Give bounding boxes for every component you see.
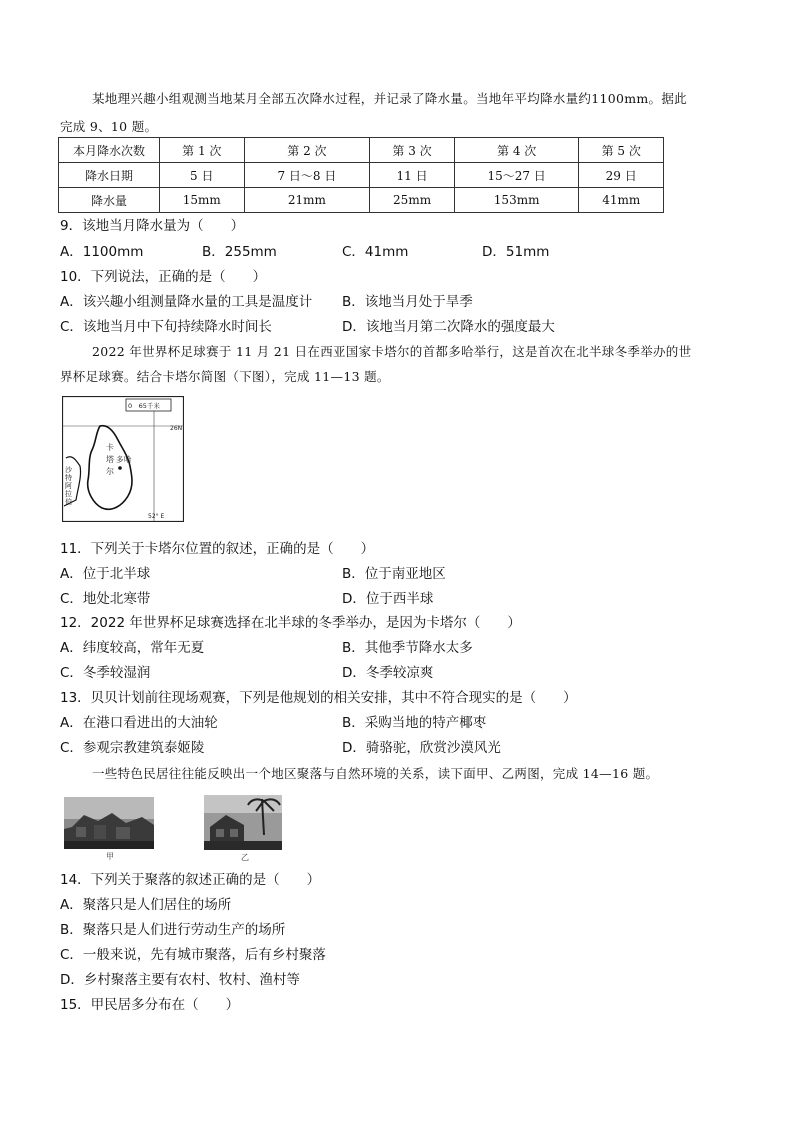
table-cell: 153mm [454,188,579,213]
intro-9-10-line2: 完成 9、10 题。 [60,119,158,134]
table-cell: 11 日 [370,163,455,188]
table-cell: 第 3 次 [370,138,455,163]
table-cell: 降水日期 [59,163,160,188]
q10-option-b[interactable]: B．该地当月处于旱季 [342,294,473,310]
q12-option-d[interactable]: D．冬季较凉爽 [342,665,434,681]
map-label-city: 哈 [124,455,132,464]
q13-option-b[interactable]: B．采购当地的特产椰枣 [342,715,487,731]
intro-14-16-line1: 一些特色民居往往能反映出一个地区聚落与自然环境的关系，读下面甲、乙两图，完成 14—16 题。 [92,766,659,781]
q12-stem: 12．2022 年世界杯足球赛选择在北半球的冬季举办，是因为卡塔尔（ ） [60,615,521,631]
table-row [59,188,664,213]
q14-option-a[interactable]: A．聚落只是人们居住的场所 [60,897,232,913]
photo-caption-yi: 乙 [241,853,249,862]
intro-11-13-line2: 界杯足球赛。结合卡塔尔简图（下图），完成 11—13 题。 [60,369,390,384]
photo-yi [204,795,282,850]
q9-option-a[interactable]: A．1100mm [60,244,144,260]
intro-9-10-line1: 某地理兴趣小组观测当地某月全部五次降水过程，并记录了降水量。当地年平均降水量约1100mm。据此 [92,91,687,106]
photo-caption-jia: 甲 [106,852,114,861]
table-row [59,138,664,163]
table-cell: 15～27 日 [454,163,579,188]
q9-option-c[interactable]: C．41mm [342,244,409,260]
q14-option-b[interactable]: B．聚落只是人们进行劳动生产的场所 [60,922,286,938]
map-label-country: 卡 [106,443,114,452]
q9-option-d[interactable]: D．51mm [482,244,550,260]
q10-option-c[interactable]: C．该地当月中下旬持续降水时间长 [60,319,272,335]
map-label-neighbor: 阿 [65,482,72,490]
precipitation-table [58,137,664,213]
table-cell: 第 2 次 [244,138,370,163]
table-row [59,163,664,188]
q9-stem: 9．该地当月降水量为（ ） [60,218,245,234]
photo-jia [64,797,154,849]
table-cell: 5 日 [160,163,245,188]
table-cell: 29 日 [579,163,664,188]
map-label-neighbor: 沙 [65,466,72,474]
q9-option-b[interactable]: B．255mm [202,244,277,260]
map-label-neighbor: 特 [65,474,72,482]
map-latitude: 26N [170,425,183,432]
q14-option-d[interactable]: D．乡村聚落主要有农村、牧村、渔村等 [60,972,300,988]
table-cell: 21mm [244,188,370,213]
table-cell: 7 日～8 日 [244,163,370,188]
map-scale: 0 65千米 [128,402,160,410]
q12-option-c[interactable]: C．冬季较湿润 [60,665,151,681]
q11-option-a[interactable]: A．位于北半球 [60,566,151,582]
q10-stem: 10．下列说法，正确的是（ ） [60,269,267,285]
table-cell: 第 5 次 [579,138,664,163]
table-cell: 第 1 次 [160,138,245,163]
q12-option-b[interactable]: B．其他季节降水太多 [342,640,473,656]
q14-stem: 14．下列关于聚落的叙述正确的是（ ） [60,872,321,888]
map-label-city: 多 [116,455,124,464]
q11-option-b[interactable]: B．位于南亚地区 [342,566,446,582]
q14-option-c[interactable]: C．一般来说，先有城市聚落，后有乡村聚落 [60,947,326,963]
q13-option-c[interactable]: C．参观宗教建筑泰姬陵 [60,740,205,756]
q11-option-d[interactable]: D．位于西半球 [342,591,434,607]
q11-stem: 11．下列关于卡塔尔位置的叙述，正确的是（ ） [60,541,375,557]
map-label-neighbor: 拉 [65,490,72,498]
q10-option-d[interactable]: D．该地当月第二次降水的强度最大 [342,319,555,335]
q15-stem: 15．甲民居多分布在（ ） [60,997,240,1013]
intro-11-13-line1: 2022 年世界杯足球赛于 11 月 21 日在西亚国家卡塔尔的首都多哈举行，这是首次在北半球冬季举办的世 [92,344,692,359]
table-cell: 15mm [160,188,245,213]
doha-dot [118,466,122,470]
q13-option-a[interactable]: A．在港口看进出的大油轮 [60,715,218,731]
map-label-country: 尔 [106,467,114,476]
q10-option-a[interactable]: A．该兴趣小组测量降水量的工具是温度计 [60,294,313,310]
table-cell: 降水量 [59,188,160,213]
q11-option-c[interactable]: C．地处北寒带 [60,591,151,607]
qatar-map [62,396,184,522]
table-cell: 第 4 次 [454,138,579,163]
map-longitude: 52° E [148,513,165,520]
map-label-neighbor: 伯 [65,498,72,506]
table-cell: 41mm [579,188,664,213]
q13-option-d[interactable]: D．骑骆驼，欣赏沙漠风光 [342,740,501,756]
q13-stem: 13．贝贝计划前往现场观赛，下列是他规划的相关安排，其中不符合现实的是（ ） [60,690,577,706]
q12-option-a[interactable]: A．纬度较高，常年无夏 [60,640,205,656]
table-cell: 本月降水次数 [59,138,160,163]
map-label-country: 塔 [106,455,114,464]
table-cell: 25mm [370,188,455,213]
